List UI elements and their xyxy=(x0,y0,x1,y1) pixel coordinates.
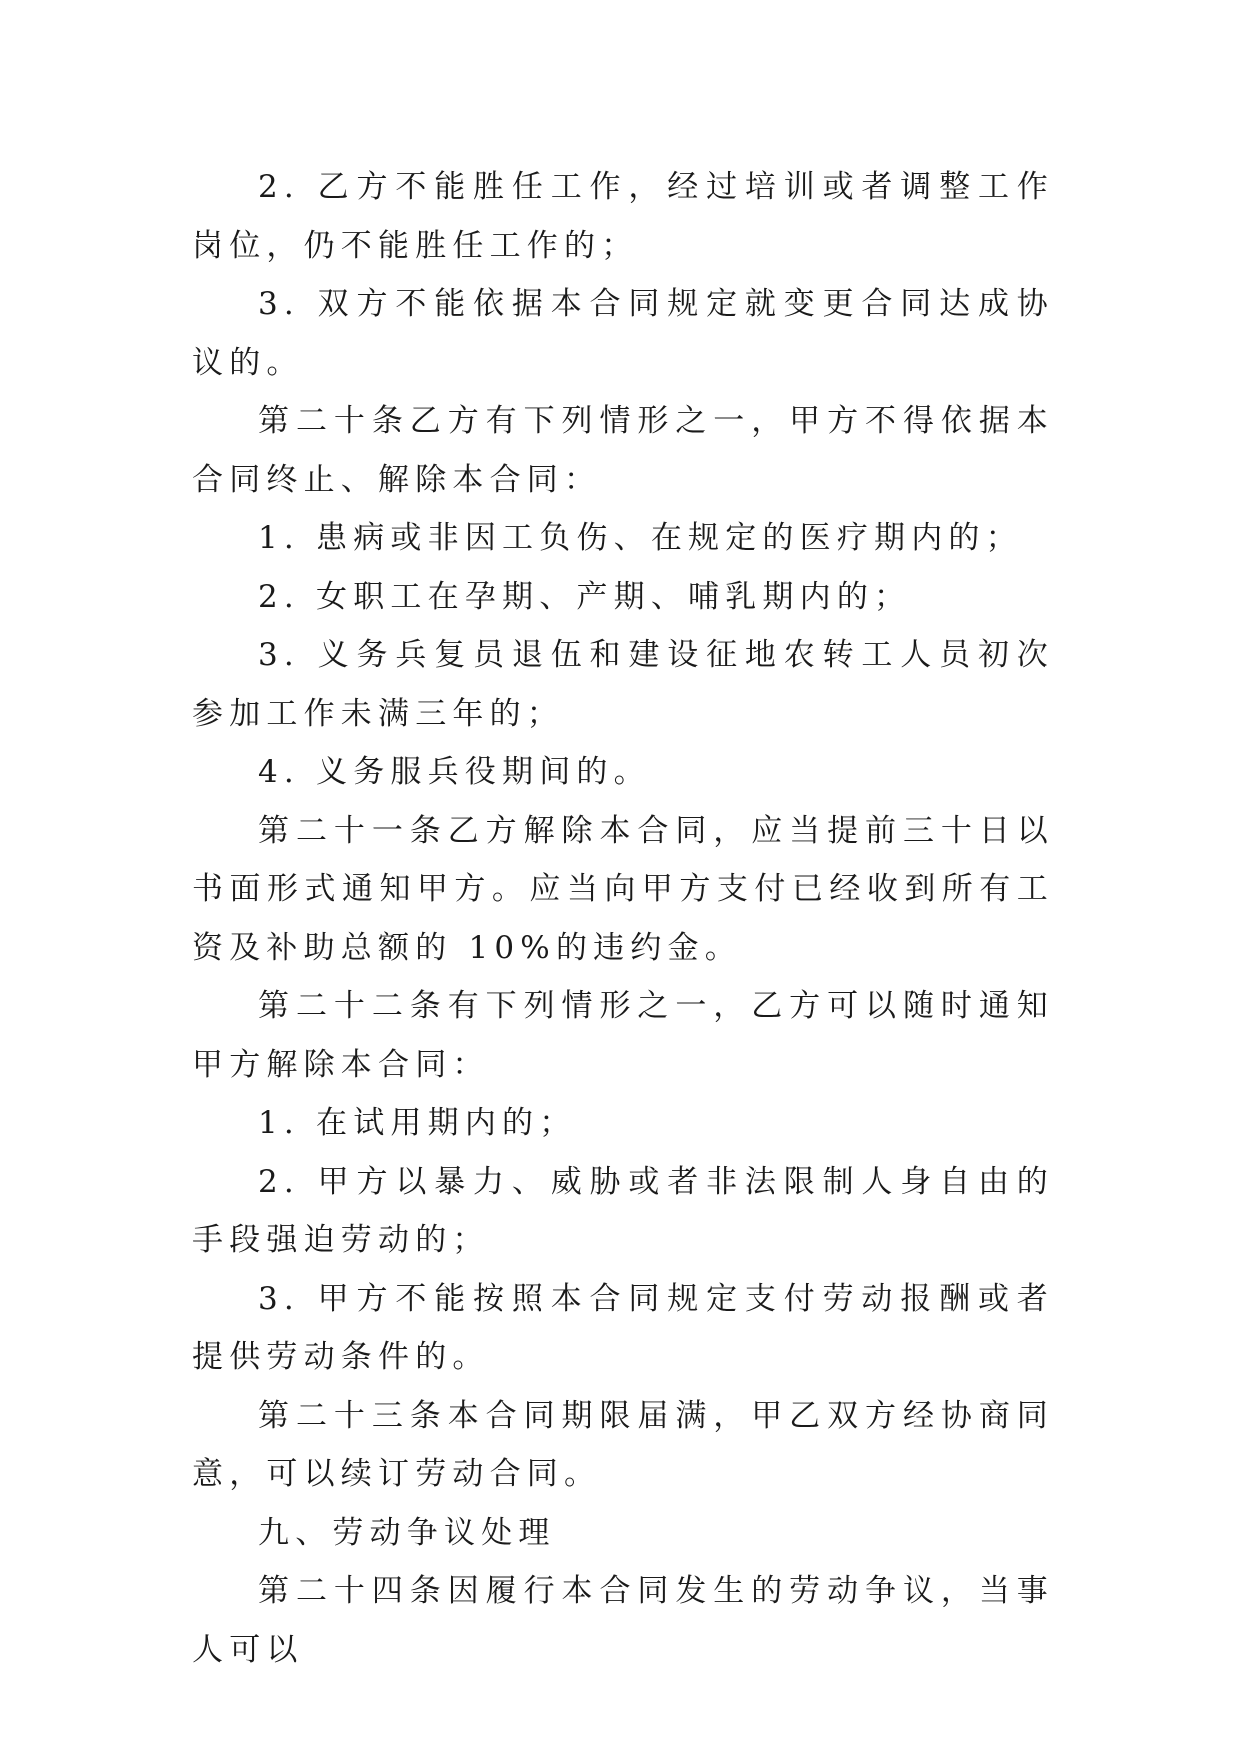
paragraph-item-2-pregnancy: 2. 女职工在孕期、产期、哺乳期内的； xyxy=(258,578,912,615)
paragraph-article-22: 第二十二条有下列情形之一，乙方可以随时通知甲方解除本合同： xyxy=(192,988,1054,1083)
paragraph-item-4-military: 4. 义务服兵役期间的。 xyxy=(258,754,651,790)
paragraph-item-3-unpaid: 3. 甲方不能按照本合同规定支付劳动报酬或者提供劳动条件的。 xyxy=(192,1280,1054,1375)
paragraph-article-20: 第二十条乙方有下列情形之一，甲方不得依据本合同终止、解除本合同： xyxy=(192,403,1054,498)
paragraph-item-3-veterans: 3. 义务兵复员退伍和建设征地农转工人员初次参加工作未满三年的； xyxy=(192,637,1054,732)
section-heading-dispute: 九、劳动争议处理 xyxy=(258,1514,556,1551)
document-body xyxy=(192,158,1054,1679)
paragraph-item-2-forced-labor: 2. 甲方以暴力、威胁或者非法限制人身自由的手段强迫劳动的； xyxy=(192,1163,1054,1258)
paragraph-item-2-incompetent: 2. 乙方不能胜任工作，经过培训或者调整工作岗位，仍不能胜任工作的； xyxy=(192,169,1054,264)
paragraph-item-1-probation: 1. 在试用期内的； xyxy=(258,1105,577,1141)
paragraph-article-23: 第二十三条本合同期限届满，甲乙双方经协商同意，可以续订劳动合同。 xyxy=(192,1397,1054,1492)
paragraph-item-1-illness: 1. 患病或非因工负伤、在规定的医疗期内的； xyxy=(258,520,1023,556)
paragraph-item-3-no-agreement: 3. 双方不能依据本合同规定就变更合同达成协议的。 xyxy=(192,286,1054,381)
paragraph-article-24: 第二十四条因履行本合同发生的劳动争议，当事人可以 xyxy=(192,1573,1054,1668)
paragraph-article-21: 第二十一条乙方解除本合同，应当提前三十日以书面形式通知甲方。应当向甲方支付已经收到所有工资及补助总额的 10%的违约金。 xyxy=(192,812,1054,966)
